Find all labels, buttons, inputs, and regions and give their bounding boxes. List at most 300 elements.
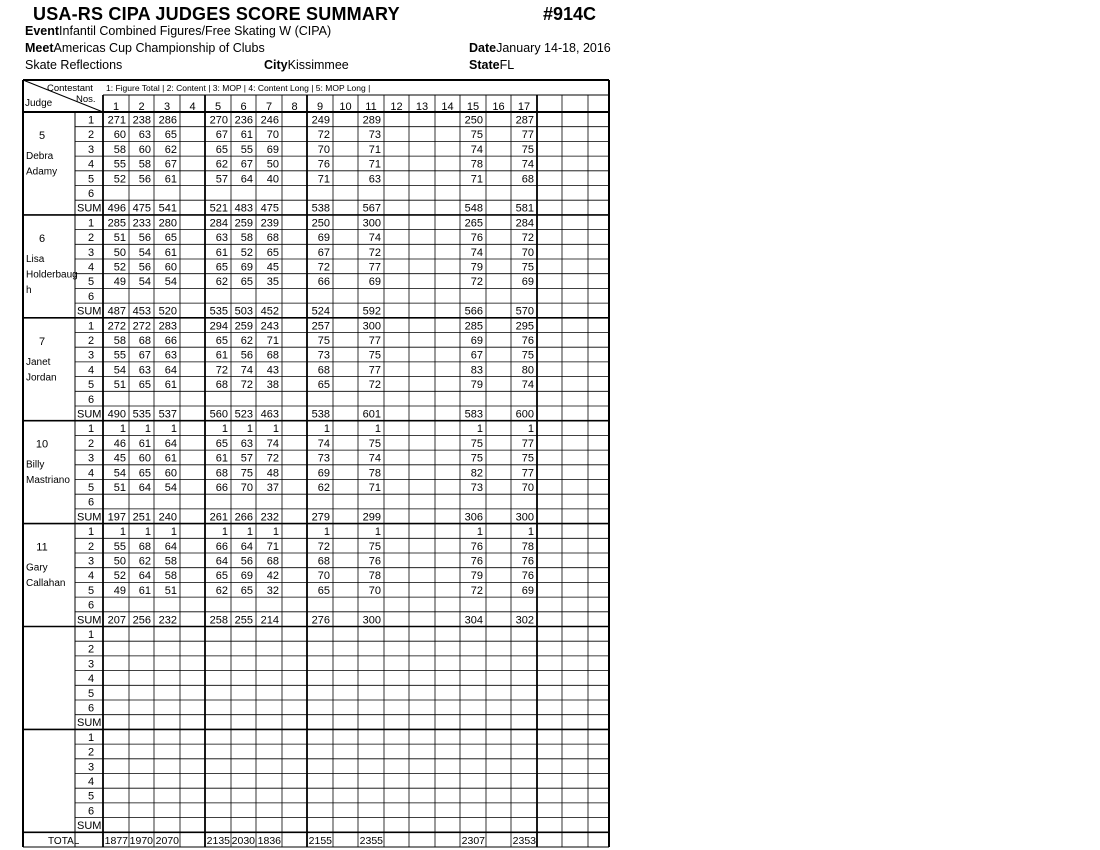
score-cell: 286 <box>158 114 177 127</box>
score-cell: 58 <box>113 143 126 156</box>
score-cell: 270 <box>209 114 228 127</box>
row-label: 4 <box>87 364 95 377</box>
score-cell: 72 <box>240 379 253 392</box>
score-cell: 1 <box>476 423 483 436</box>
event-code: #914C <box>543 4 597 24</box>
judge-number: 11 <box>36 541 48 554</box>
score-cell: 79 <box>470 379 483 392</box>
judge-name: Callahan <box>26 578 66 590</box>
score-cell: 62 <box>215 276 228 289</box>
score-cell: 75 <box>521 349 534 362</box>
row-label: 3 <box>87 143 95 156</box>
score-cell: 55 <box>113 540 126 553</box>
score-cell: 581 <box>515 202 534 215</box>
score-cell: 54 <box>138 276 151 289</box>
score-cell: 51 <box>164 584 177 597</box>
score-cell: 65 <box>240 584 253 597</box>
row-label: 5 <box>87 584 95 597</box>
column-number-header: 8 <box>291 101 298 113</box>
score-cell: 61 <box>164 173 177 186</box>
column-number-header: 12 <box>390 101 403 113</box>
host-club: Skate Reflections <box>25 58 123 72</box>
judge-name: Lisa <box>26 253 45 265</box>
score-cell: 64 <box>164 540 177 553</box>
score-cell: 289 <box>362 114 381 127</box>
score-cell: 50 <box>113 555 126 568</box>
score-cell: 1 <box>246 526 253 539</box>
score-cell: 284 <box>209 217 228 230</box>
city-value: Kissimmee <box>287 58 349 72</box>
score-cell: 259 <box>234 217 253 230</box>
score-cell: 302 <box>515 614 534 627</box>
score-cell: 271 <box>107 114 126 127</box>
row-label: 4 <box>87 158 95 171</box>
score-cell: 537 <box>158 408 177 421</box>
score-cell: 1 <box>119 423 126 436</box>
row-label: SUM <box>77 614 102 627</box>
score-cell: 61 <box>138 584 151 597</box>
score-cell: 65 <box>164 129 177 142</box>
row-label: 1 <box>87 526 95 539</box>
score-cell: 249 <box>311 114 330 127</box>
score-cell: 68 <box>266 232 279 245</box>
row-label: SUM <box>77 202 102 215</box>
score-cell: 523 <box>234 408 253 421</box>
score-cell: 75 <box>368 349 381 362</box>
score-cell: 76 <box>368 555 381 568</box>
score-cell: 453 <box>132 305 151 318</box>
row-label: 3 <box>87 658 95 671</box>
score-cell: 257 <box>311 320 330 333</box>
score-cell: 1 <box>170 423 177 436</box>
row-label: 4 <box>87 261 95 274</box>
score-cell: 45 <box>266 261 279 274</box>
score-cell: 64 <box>240 173 253 186</box>
score-cell: 51 <box>113 379 126 392</box>
score-cell: 1 <box>170 526 177 539</box>
score-cell: 54 <box>164 482 177 494</box>
score-cell: 68 <box>317 555 330 568</box>
score-cell: 535 <box>132 408 151 421</box>
score-cell: 75 <box>368 540 381 553</box>
score-cell: 58 <box>240 232 253 245</box>
score-cell: 207 <box>107 614 126 627</box>
score-cell: 61 <box>164 246 177 259</box>
score-cell: 55 <box>113 158 126 171</box>
row-label: 1 <box>87 423 95 436</box>
score-cell: 1 <box>323 526 330 539</box>
row-label: 6 <box>87 496 95 509</box>
score-cell: 72 <box>368 379 381 392</box>
score-cell: 58 <box>138 158 151 171</box>
event-value: Infantil Combined Figures/Free Skating W (CIPA) <box>59 24 332 38</box>
row-label: 5 <box>87 687 95 700</box>
row-label: 5 <box>87 790 95 803</box>
score-cell: 490 <box>107 408 126 421</box>
score-cell: 63 <box>164 349 177 362</box>
score-cell: 1 <box>221 423 228 436</box>
score-cell: 70 <box>266 129 279 142</box>
score-cell: 72 <box>521 232 534 245</box>
score-cell: 60 <box>164 261 177 274</box>
score-cell: 74 <box>521 379 534 392</box>
score-cell: 76 <box>470 540 483 553</box>
score-cell: 1 <box>246 423 253 436</box>
score-cell: 65 <box>138 467 151 480</box>
row-label: 6 <box>87 393 95 406</box>
score-cell: 74 <box>470 246 483 259</box>
score-cell: 238 <box>132 114 151 127</box>
corner-judge-label: Judge <box>25 98 53 109</box>
score-cell: 58 <box>164 555 177 568</box>
row-label: 1 <box>87 320 95 333</box>
judge-number: 6 <box>38 232 46 245</box>
row-label: 2 <box>87 335 95 347</box>
score-cell: 76 <box>317 158 330 171</box>
score-cell: 40 <box>266 173 279 186</box>
score-cell: 68 <box>521 173 534 186</box>
score-cell: 67 <box>317 246 330 259</box>
score-cell: 70 <box>240 482 253 494</box>
corner-nos-label: Nos. <box>76 94 96 105</box>
score-cell: 75 <box>240 467 253 480</box>
score-cell: 61 <box>138 437 151 450</box>
score-cell: 79 <box>470 261 483 274</box>
score-cell: 78 <box>368 467 381 480</box>
score-cell: 463 <box>260 408 279 421</box>
score-cell: 68 <box>266 555 279 568</box>
score-cell: 51 <box>113 482 126 494</box>
score-cell: 83 <box>470 364 483 377</box>
event-label: Event <box>25 24 60 38</box>
score-cell: 300 <box>515 511 534 524</box>
score-cell: 75 <box>368 437 381 450</box>
judge-number: 7 <box>38 335 46 348</box>
score-cell: 32 <box>266 584 279 597</box>
score-cell: 78 <box>470 158 483 171</box>
score-cell: 294 <box>209 320 228 333</box>
row-label: 5 <box>87 482 95 494</box>
score-cell: 68 <box>138 540 151 553</box>
meet-label: Meet <box>25 41 54 55</box>
score-cell: 52 <box>113 173 126 186</box>
score-cell: 73 <box>317 452 330 465</box>
judge-number: 5 <box>38 130 46 142</box>
score-cell: 70 <box>317 570 330 583</box>
score-cell: 65 <box>138 379 151 392</box>
score-cell: 66 <box>164 335 177 347</box>
score-cell: 74 <box>368 232 381 245</box>
column-number-header: 10 <box>339 101 352 113</box>
score-cell: 65 <box>215 143 228 156</box>
page-title: USA-RS CIPA JUDGES SCORE SUMMARY <box>33 4 400 24</box>
row-label: 4 <box>87 776 95 788</box>
score-cell: 63 <box>368 173 381 186</box>
score-cell: 306 <box>464 511 483 524</box>
row-label: 6 <box>87 805 95 818</box>
score-cell: 475 <box>132 202 151 215</box>
score-cell: 535 <box>209 305 228 318</box>
score-cell: 35 <box>266 276 279 289</box>
score-cell: 1 <box>323 423 330 436</box>
state-value: FL <box>499 58 515 72</box>
score-cell: 50 <box>266 158 279 171</box>
score-cell: 1 <box>144 423 151 436</box>
column-number-header: 11 <box>365 101 377 113</box>
row-label: 1 <box>87 731 95 744</box>
score-cell: 64 <box>138 482 151 494</box>
score-cell: 72 <box>266 452 279 465</box>
score-cell: 78 <box>521 540 534 553</box>
score-cell: 70 <box>521 246 534 259</box>
score-cell: 1 <box>119 526 126 539</box>
score-cell: 1 <box>527 526 534 539</box>
row-label: SUM <box>77 717 102 730</box>
score-cell: 70 <box>521 482 534 494</box>
score-cell: 64 <box>164 437 177 450</box>
score-cell: 304 <box>464 614 483 627</box>
score-cell: 50 <box>113 246 126 259</box>
score-cell: 75 <box>470 129 483 142</box>
score-cell: 70 <box>317 143 330 156</box>
score-cell: 73 <box>368 129 381 142</box>
row-label: SUM <box>77 820 102 833</box>
score-cell: 284 <box>515 217 534 230</box>
score-cell: 82 <box>470 467 483 480</box>
score-cell: 49 <box>113 276 126 289</box>
score-cell: 68 <box>215 467 228 480</box>
score-cell: 77 <box>521 467 534 480</box>
row-label: 2 <box>87 129 95 142</box>
row-label: 1 <box>87 114 95 127</box>
score-cell: 243 <box>260 320 279 333</box>
score-cell: 77 <box>368 335 381 347</box>
score-cell: 300 <box>362 614 381 627</box>
row-label: 4 <box>87 673 95 686</box>
score-cell: 68 <box>266 349 279 362</box>
total-cell: 2155 <box>308 834 332 847</box>
score-cell: 66 <box>215 482 228 494</box>
score-cell: 74 <box>470 143 483 156</box>
score-cell: 64 <box>215 555 228 568</box>
score-cell: 63 <box>138 364 151 377</box>
score-cell: 54 <box>113 467 126 480</box>
score-cell: 483 <box>234 202 253 215</box>
score-cell: 299 <box>362 511 381 524</box>
score-cell: 75 <box>470 437 483 450</box>
score-cell: 62 <box>164 143 177 156</box>
score-cell: 197 <box>107 511 126 524</box>
score-cell: 62 <box>317 482 330 494</box>
score-cell: 74 <box>521 158 534 171</box>
score-cell: 524 <box>311 305 330 318</box>
score-cell: 72 <box>317 129 330 142</box>
column-number-header: 15 <box>466 101 480 113</box>
score-cell: 65 <box>215 437 228 450</box>
score-cell: 1 <box>476 526 483 539</box>
score-cell: 1 <box>374 423 381 436</box>
score-cell: 1 <box>144 526 151 539</box>
score-cell: 69 <box>240 570 253 583</box>
score-cell: 52 <box>113 570 126 583</box>
score-cell: 62 <box>138 555 151 568</box>
score-cell: 65 <box>240 276 253 289</box>
row-label: 6 <box>87 599 95 612</box>
date-label: Date <box>469 41 497 55</box>
score-cell: 246 <box>260 114 279 127</box>
date-value: January 14-18, 2016 <box>496 41 611 55</box>
score-cell: 560 <box>209 408 228 421</box>
total-cell: 2030 <box>231 834 255 847</box>
score-cell: 592 <box>362 305 381 318</box>
score-cell: 272 <box>107 320 126 333</box>
score-cell: 475 <box>260 202 279 215</box>
score-cell: 65 <box>215 335 228 347</box>
score-cell: 76 <box>470 232 483 245</box>
score-cell: 261 <box>209 511 228 524</box>
score-cell: 77 <box>368 364 381 377</box>
judge-number: 10 <box>35 438 49 451</box>
judge-name: Adamy <box>26 166 58 178</box>
score-cell: 236 <box>234 114 253 127</box>
score-cell: 287 <box>515 114 534 127</box>
total-cell: 2355 <box>359 834 383 847</box>
row-label: 4 <box>87 570 95 583</box>
row-label: 6 <box>87 188 95 200</box>
score-cell: 65 <box>266 246 279 259</box>
score-cell: 56 <box>138 261 151 274</box>
score-cell: 68 <box>138 335 151 347</box>
score-cell: 283 <box>158 320 177 333</box>
judge-name: h <box>26 284 32 296</box>
row-label: 5 <box>87 276 95 289</box>
score-cell: 76 <box>521 555 534 568</box>
score-cell: 258 <box>209 614 228 627</box>
row-label: 2 <box>87 746 95 759</box>
score-cell: 256 <box>132 614 151 627</box>
score-cell: 1 <box>374 526 381 539</box>
score-cell: 496 <box>107 202 126 215</box>
score-cell: 61 <box>215 452 228 465</box>
judge-name: Debra <box>26 151 54 162</box>
score-cell: 79 <box>470 570 483 583</box>
score-cell: 75 <box>521 143 534 156</box>
score-cell: 72 <box>368 246 381 259</box>
score-cell: 61 <box>164 379 177 392</box>
score-cell: 250 <box>464 114 483 127</box>
row-label: SUM <box>77 305 102 318</box>
score-cell: 54 <box>113 364 126 377</box>
meet-value: Americas Cup Championship of Clubs <box>53 41 265 55</box>
score-cell: 80 <box>521 364 534 377</box>
score-cell: 49 <box>113 584 126 597</box>
score-cell: 43 <box>266 364 279 377</box>
row-label: 2 <box>87 540 95 553</box>
score-cell: 1 <box>272 423 279 436</box>
score-cell: 77 <box>521 437 534 450</box>
score-cell: 52 <box>240 246 253 259</box>
row-label: 3 <box>87 452 95 465</box>
row-label: 1 <box>87 217 95 230</box>
row-label: SUM <box>77 511 102 524</box>
score-cell: 232 <box>158 614 177 627</box>
score-cell: 72 <box>317 261 330 274</box>
judge-name: Mastriano <box>26 475 70 487</box>
score-cell: 64 <box>240 540 253 553</box>
score-cell: 60 <box>138 452 151 465</box>
score-cell: 300 <box>362 217 381 230</box>
score-cell: 265 <box>464 217 483 230</box>
score-cell: 56 <box>138 232 151 245</box>
score-cell: 69 <box>317 232 330 245</box>
score-cell: 295 <box>515 320 534 333</box>
score-cell: 567 <box>362 202 381 215</box>
score-cell: 64 <box>164 364 177 377</box>
score-cell: 71 <box>368 143 381 156</box>
judge-name: Holderbaug <box>26 269 78 281</box>
score-cell: 62 <box>215 584 228 597</box>
total-cell: 2353 <box>512 834 536 847</box>
score-cell: 548 <box>464 202 483 215</box>
score-cell: 1 <box>272 526 279 539</box>
total-label: TOTAL <box>48 835 80 847</box>
score-cell: 64 <box>138 570 151 583</box>
score-cell: 1 <box>221 526 228 539</box>
score-cell: 58 <box>164 570 177 583</box>
score-cell: 56 <box>240 349 253 362</box>
score-cell: 54 <box>164 276 177 289</box>
score-cell: 55 <box>113 349 126 362</box>
score-cell: 58 <box>113 335 126 347</box>
score-cell: 66 <box>317 276 330 289</box>
score-cell: 76 <box>470 555 483 568</box>
column-legend: 1: Figure Total | 2: Content | 3: MOP | 4: Content Long | 5: MOP Long | <box>106 83 371 93</box>
score-cell: 67 <box>215 129 228 142</box>
score-cell: 61 <box>215 246 228 259</box>
score-cell: 259 <box>234 320 253 333</box>
score-cell: 69 <box>521 584 534 597</box>
score-cell: 69 <box>240 261 253 274</box>
score-cell: 69 <box>368 276 381 289</box>
score-cell: 73 <box>317 349 330 362</box>
score-cell: 71 <box>266 540 279 553</box>
row-label: 3 <box>87 349 95 362</box>
score-cell: 74 <box>317 437 330 450</box>
score-cell: 75 <box>521 261 534 274</box>
city-label: City <box>264 58 288 72</box>
score-cell: 38 <box>266 379 279 392</box>
total-cell: 1836 <box>257 834 281 847</box>
total-cell: 2307 <box>461 834 485 847</box>
score-cell: 566 <box>464 305 483 318</box>
score-cell: 65 <box>317 379 330 392</box>
column-number-header: 4 <box>189 101 196 113</box>
score-cell: 52 <box>113 261 126 274</box>
score-cell: 63 <box>215 232 228 245</box>
score-cell: 250 <box>311 217 330 230</box>
column-number-header: 3 <box>163 101 171 113</box>
total-cell: 2070 <box>155 834 179 847</box>
score-cell: 74 <box>368 452 381 465</box>
score-cell: 214 <box>260 614 279 627</box>
row-label: 6 <box>87 290 95 303</box>
total-cell: 1877 <box>104 834 128 847</box>
score-cell: 61 <box>215 349 228 362</box>
score-cell: 66 <box>215 540 228 553</box>
total-cell: 1970 <box>129 834 153 847</box>
score-cell: 71 <box>470 173 483 186</box>
score-cell: 60 <box>138 143 151 156</box>
